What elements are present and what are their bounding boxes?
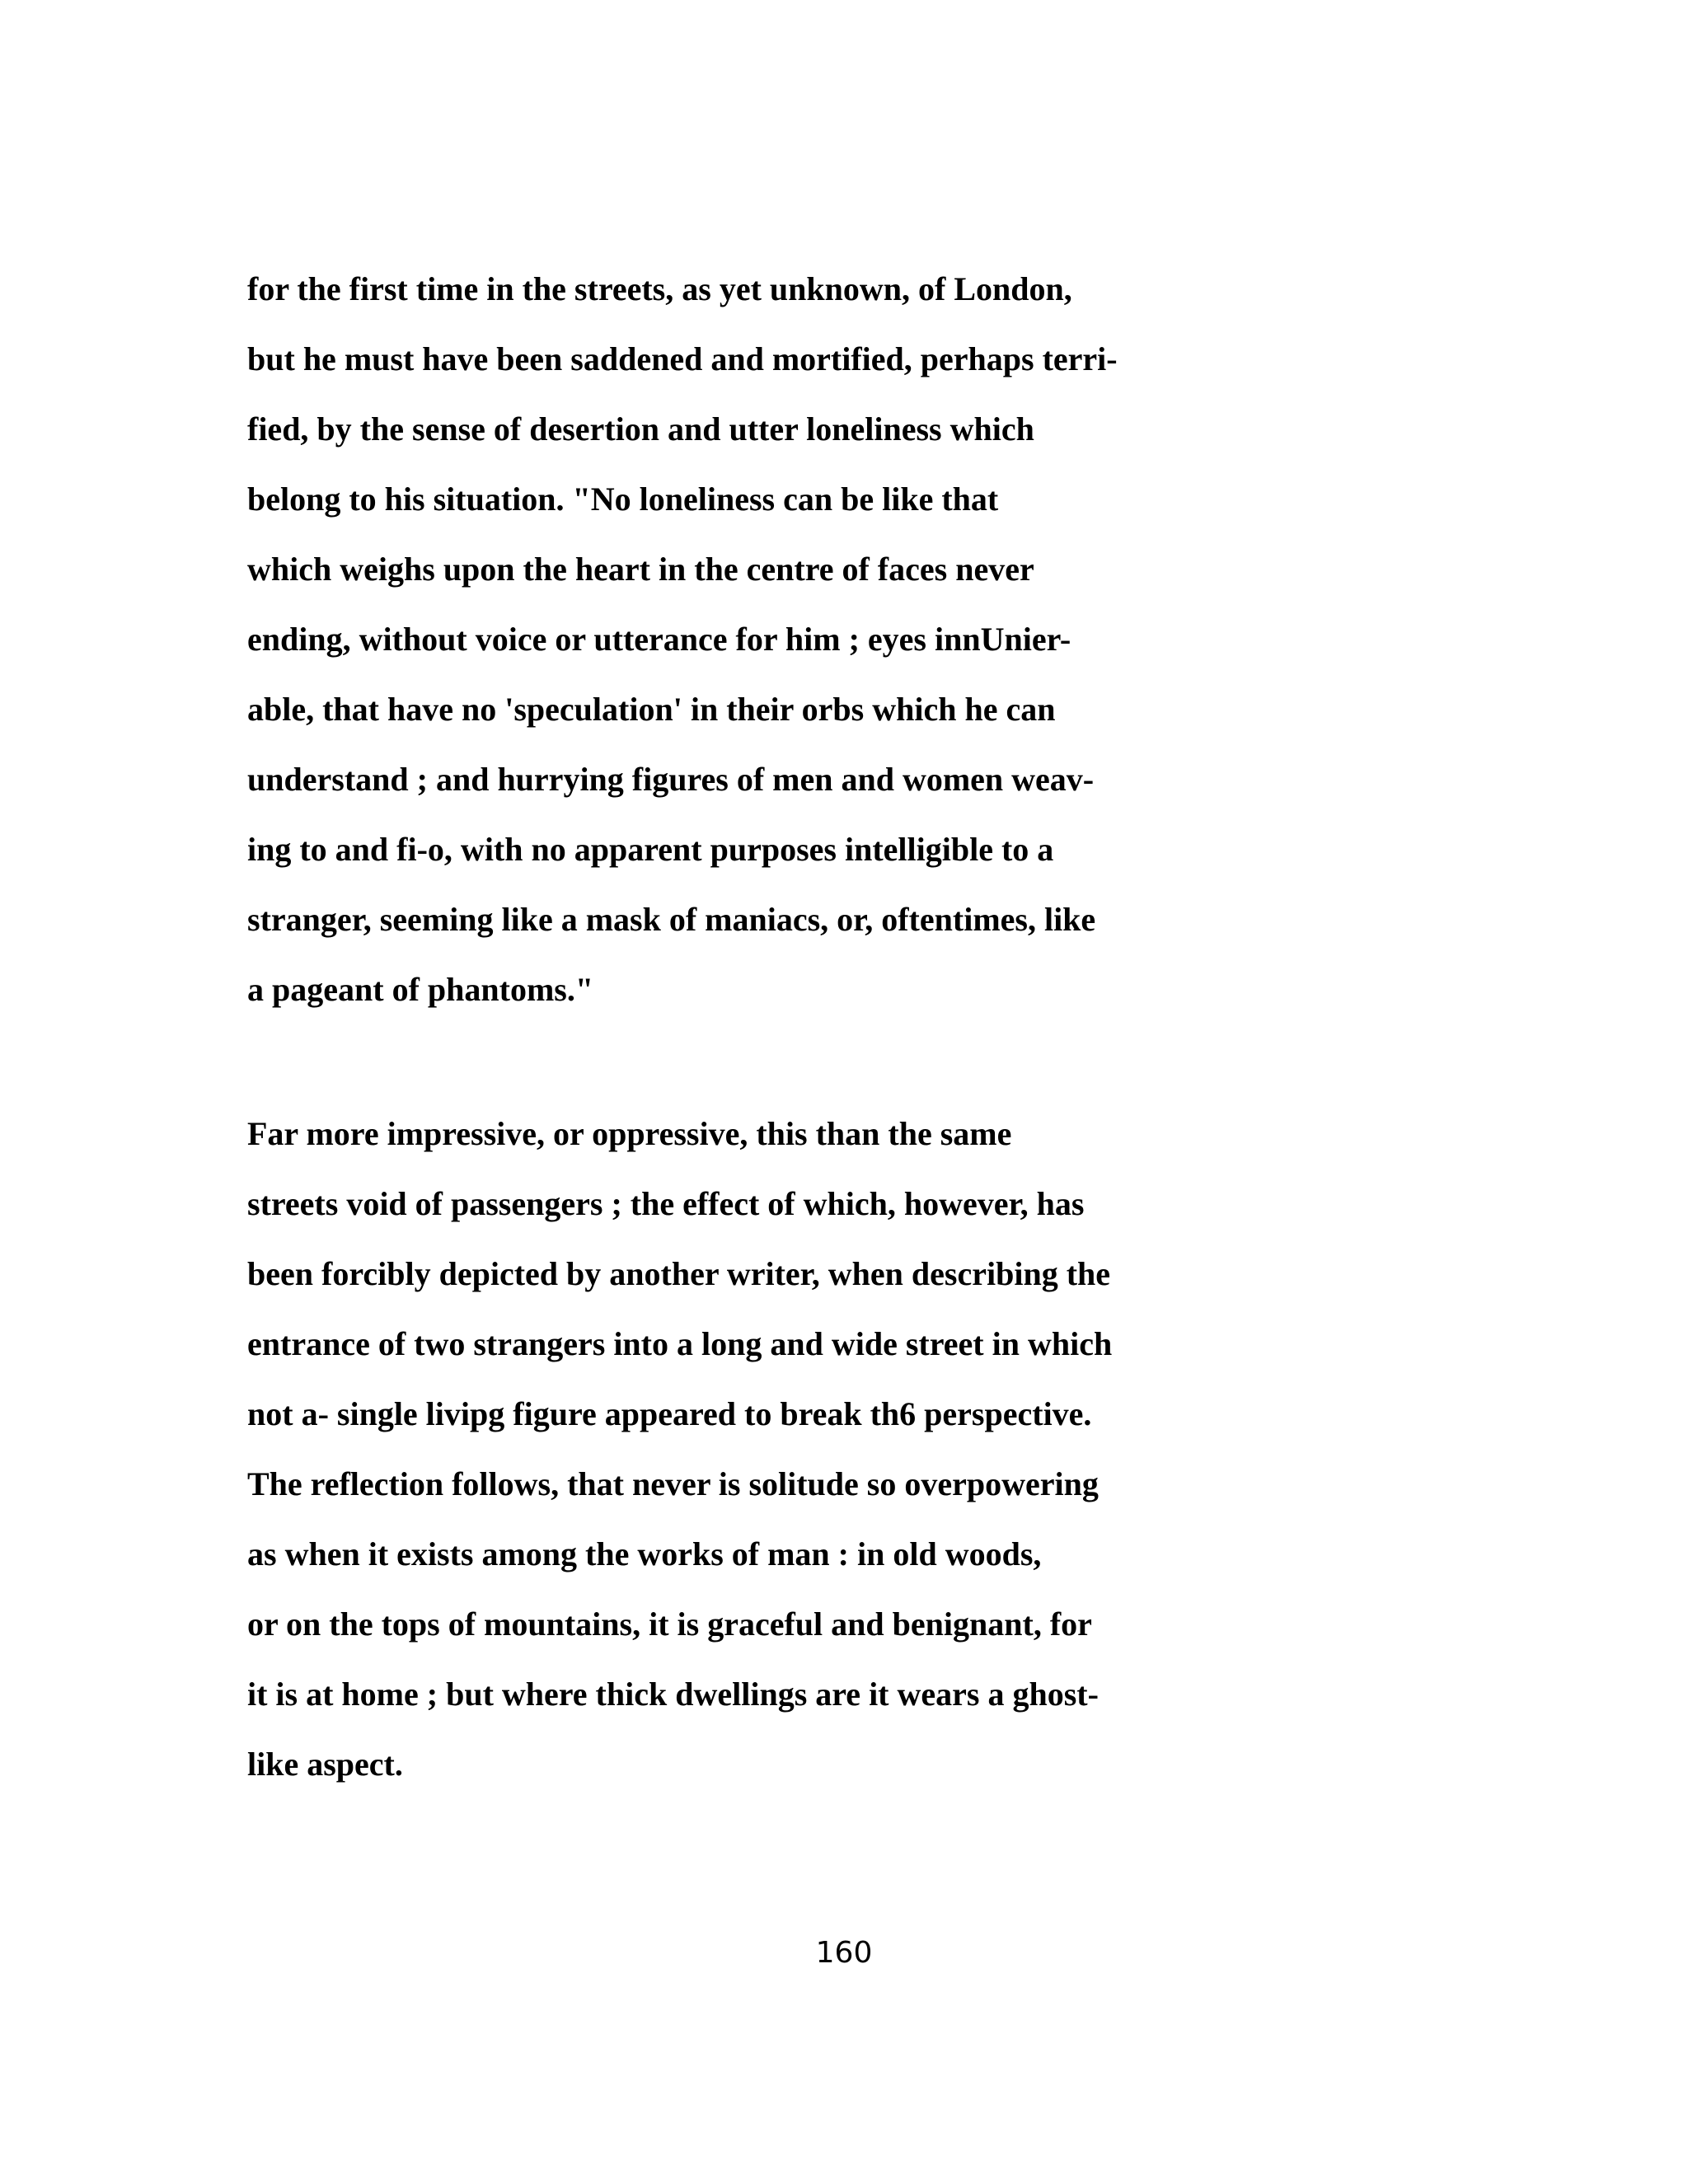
paragraph-2 [247, 1099, 1484, 1799]
text-line: ing to and fi-o, with no apparent purposes intelligible to a [247, 831, 1054, 868]
text-line: a pageant of phantoms." [247, 971, 594, 1008]
text-line: belong to his situation. "No loneliness can be like that [247, 480, 999, 518]
text-line: been forcibly depicted by another writer, when describing the [247, 1255, 1111, 1292]
text-line: fied, by the sense of desertion and utter loneliness which [247, 410, 1034, 448]
paragraph-1 [247, 254, 1484, 1024]
text-line: understand ; and hurrying figures of men and women weav- [247, 761, 1095, 798]
text-line: which weighs upon the heart in the centre of faces never [247, 551, 1034, 588]
text-line: entrance of two strangers into a long and wide street in which [247, 1325, 1113, 1362]
text-line: Far more impressive, or oppressive, this than the same [247, 1115, 1012, 1152]
text-line: like aspect. [247, 1746, 403, 1783]
text-line: The reflection follows, that never is solitude so overpowering [247, 1465, 1099, 1502]
text-line: but he must have been saddened and mortified, perhaps terri- [247, 340, 1118, 377]
text-line: stranger, seeming like a mask of maniacs, or, oftentimes, like [247, 901, 1096, 938]
page-number: 160 [815, 1936, 873, 1970]
text-line: as when it exists among the works of man : in old woods, [247, 1535, 1042, 1572]
text-line: or on the tops of mountains, it is graceful and benignant, for [247, 1605, 1092, 1643]
text-line: it is at home ; but where thick dwellings are it wears a ghost- [247, 1675, 1099, 1713]
text-line: streets void of passengers ; the effect of which, however, has [247, 1185, 1085, 1222]
text-line: ending, without voice or utterance for him ; eyes innUnier- [247, 621, 1071, 658]
text-line: for the first time in the streets, as yet unknown, of London, [247, 270, 1072, 307]
text-line: not a- single livipg figure appeared to break th6 perspective. [247, 1395, 1092, 1432]
text-line: able, that have no 'speculation' in their orbs which he can [247, 691, 1056, 728]
